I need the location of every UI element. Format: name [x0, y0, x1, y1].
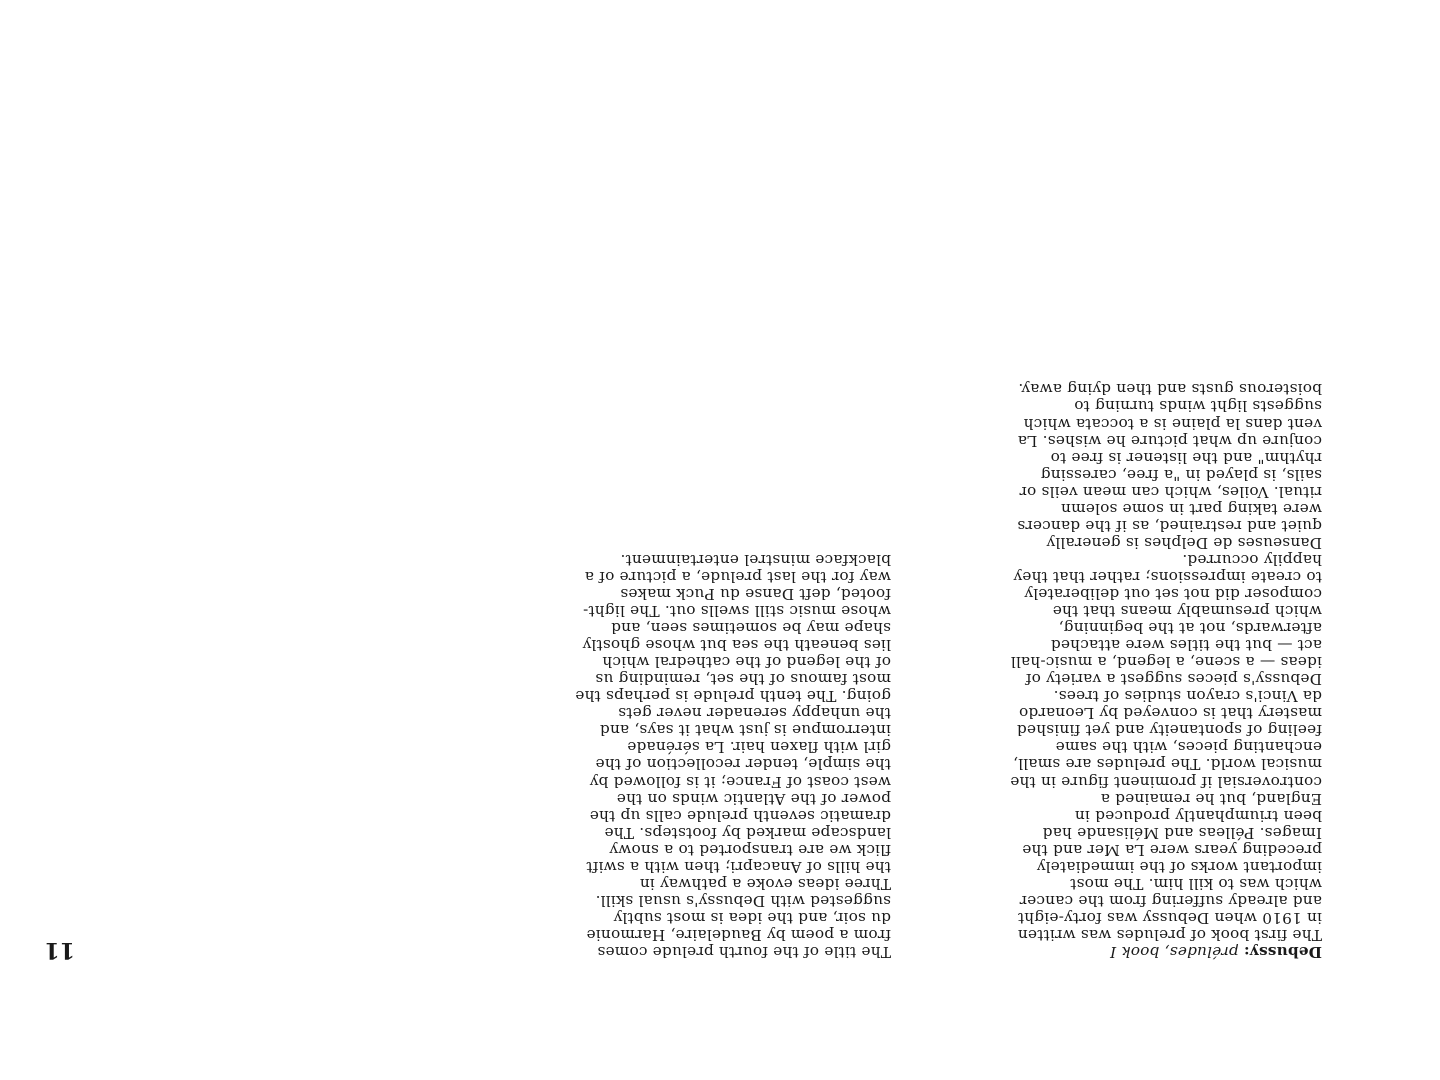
text-line: du soir, and the idea is most subtly [613, 908, 891, 927]
text-line: Debussy's pieces suggest a variety of [1025, 670, 1322, 689]
text-line: whose music still swells out. The light- [582, 602, 891, 621]
text-line: the simple, tender recollection of the [595, 755, 891, 774]
text-line: been triumphantly produced in [1074, 806, 1322, 825]
heading-composer: Debussy: [1243, 943, 1322, 961]
text-line: Danseuses de Delphes is generally [1046, 533, 1322, 552]
article-heading [1010, 943, 1322, 960]
text-line: important works of the immediately [1036, 857, 1322, 876]
text-line: Images. Pélleas and Mélisande had [1042, 823, 1322, 842]
text-line: conjure up what picture he wishes. La [1017, 431, 1322, 450]
text-line: da Vinci's crayon studies of trees. [1053, 687, 1322, 706]
text-line: mastery that is conveyed by Leonardo [1018, 704, 1322, 723]
text-line: feeling of spontaneity and yet finished [1016, 721, 1322, 740]
text-line: way for the last prelude, a picture of a [584, 567, 891, 586]
text-line: controversial if prominent figure in the [1010, 772, 1322, 791]
text-line: in 1910 when Debussy was forty-eight [1017, 908, 1322, 927]
text-line: sails, is played in "a free, caressing [1040, 465, 1322, 484]
text-line: interrompue is just what it says, and [599, 721, 891, 740]
text-line: which presumably means that the [1052, 602, 1322, 621]
text-line: from a poem by Baudelaire, Harmonie [586, 925, 891, 944]
text-line: lies beneath the sea but whose ghostly [582, 636, 891, 655]
text-line: happily occurred. [1182, 550, 1322, 569]
text-line: flick we are transported to a snowy [609, 840, 891, 859]
text-line: which was to kill him. The most [1070, 874, 1322, 893]
text-line: quiet and restrained, as if the dancers [1017, 516, 1322, 535]
text-line: vent dans la plaine is a toccata which [1023, 414, 1322, 433]
text-line: landscape marked by footsteps. The [604, 823, 891, 842]
text-line: England, but he remained a [1100, 789, 1322, 808]
text-line: footed, deft Danse du Puck makes [620, 585, 891, 604]
text-line: suggests light winds turning to [1074, 397, 1322, 416]
text-line: enchanting pieces, with the same [1055, 738, 1322, 757]
text-line: The first book of preludes was written [1017, 925, 1322, 944]
text-line: west coast of France; it is followed by [589, 772, 891, 791]
text-line: going. The tenth prelude is perhaps the [575, 687, 891, 706]
text-line: boisterous gusts and then dying away. [1018, 380, 1322, 399]
text-line: of the legend of the cathedral which [602, 653, 891, 672]
text-line: The title of the fourth prelude comes [597, 943, 891, 961]
text-line: suggested with Debussy's usual skill. [595, 891, 891, 910]
text-line: ritual. Voiles, which can mean veils or [1019, 482, 1322, 501]
text-line: blackface minstrel entertainment. [620, 550, 891, 569]
text-line: and already suffering from the cancer [1019, 891, 1322, 910]
text-line: most famous of the set, reminding us [595, 670, 891, 689]
text-line: musical world. The preludes are small, [1012, 755, 1322, 774]
text-line: composer did not set out deliberately [1024, 585, 1322, 604]
text-line: to create impressions; rather that they [1013, 567, 1322, 586]
text-line: preceding years were La Mer and the [1022, 840, 1322, 859]
text-column-left [1010, 380, 1322, 960]
text-line: dramatic seventh prelude calls up the [589, 806, 891, 825]
page-number: 11 [44, 937, 75, 963]
text-line: the hills of Anacapri; then with a swift [586, 857, 891, 876]
text-line: afterwards, not at the beginning, [1058, 619, 1322, 638]
heading-work-title: préludes, book I [1109, 943, 1244, 961]
text-line: were taking part in some solemn [1060, 499, 1322, 518]
text-line: power of the Atlantic winds on the [616, 789, 891, 808]
text-line: shape may be sometimes seen, and [611, 619, 891, 638]
text-line: ideas — a scene, a legend, a music-hall [1010, 653, 1322, 672]
text-line: rhythm" and the listener is free to [1050, 448, 1322, 467]
text-line: girl with flaxen hair. La sérénade [627, 738, 891, 757]
text-line: the unhappy serenader never gets [618, 704, 891, 723]
text-line: Three ideas evoke a pathway in [639, 874, 891, 893]
text-column-right [575, 551, 891, 960]
text-line: act — but the titles were attached [1050, 636, 1322, 655]
